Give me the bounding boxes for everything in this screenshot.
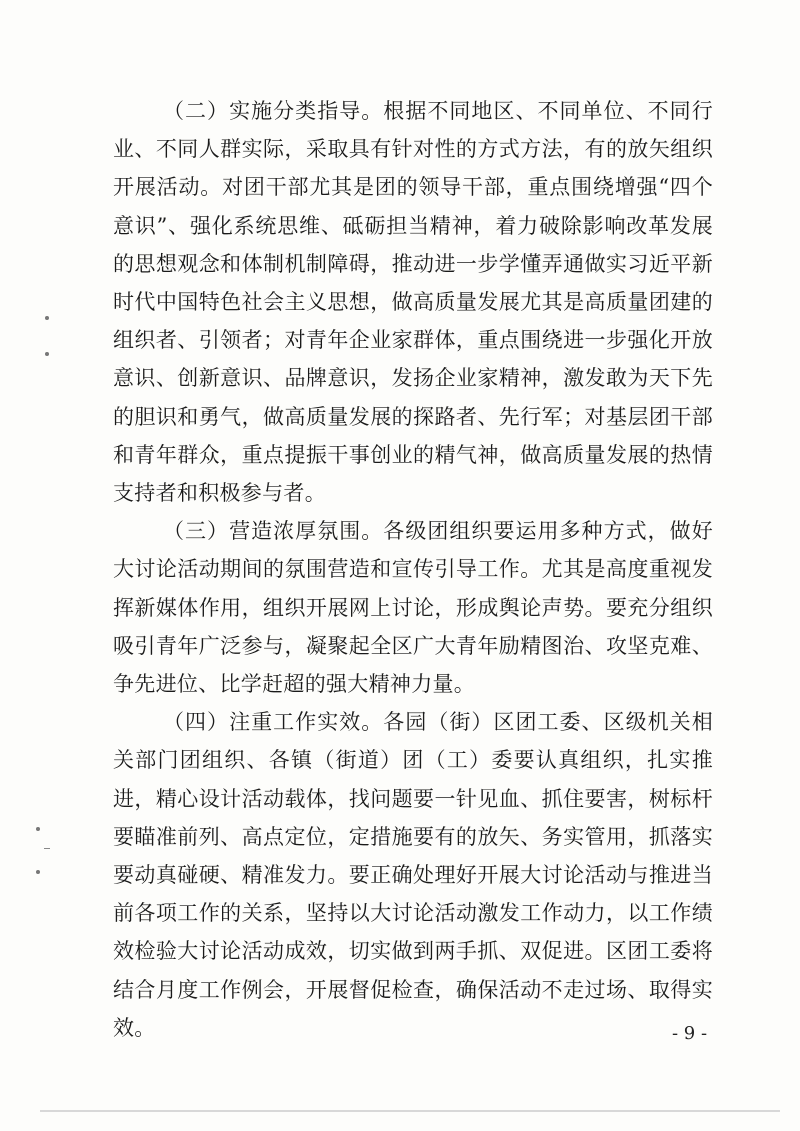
paragraph-atmosphere [113, 512, 713, 703]
paragraph-effectiveness [113, 703, 713, 1047]
section-heading-4: （四）注重工作实效。 [163, 710, 384, 735]
scan-edge-line [40, 1110, 780, 1112]
paragraph-body-4: 各园（街）区团工委、区级机关相关部门团组织、各镇（街道）团（工）委要认真组织，扎实推进，精心设计活动载体，找问题要一针见血、抓住要害，树标杆要瞄准前列、高点定位，定措施要有的放矢、务实管用，抓落实要动真碰硬、精准发力。要正确处理好开展大讨论活动与推进当前各项工作的关系，坚持以大讨论活动激发工作动力，以工作绩效检验大讨论活动成效，切实做到两手抓、双促进。区团工委将结合月度工作例会，开展督促检查，确保活动不走过场、取得实效。 [113, 710, 714, 1040]
paragraph-guidance [113, 92, 713, 512]
section-heading-2: （二）实施分类指导。 [163, 99, 384, 123]
document-body [113, 92, 713, 1047]
binding-hole-mark [36, 870, 40, 874]
section-heading-3: （三）营造浓厚氛围。 [163, 519, 384, 544]
binding-hole-mark [44, 848, 50, 849]
binding-hole-mark [45, 352, 49, 356]
page-number: - 9 - [672, 1023, 708, 1044]
binding-hole-mark [45, 316, 49, 320]
binding-hole-mark [36, 827, 40, 831]
paragraph-body-3: 各级团组织要运用多种方式，做好大讨论活动期间的氛围营造和宣传引导工作。尤其是高度重视发挥新媒体作用，组织开展网上讨论，形成舆论声势。要充分组织吸引青年广泛参与，凝聚起全区广大青年励精图治、攻坚克难、争先进位、比学赶超的强大精神力量。 [113, 519, 714, 697]
paragraph-body-2: 根据不同地区、不同单位、不同行业、不同人群实际，采取具有针对性的方式方法，有的放矢组织开展活动。对团干部尤其是团的领导干部，重点围绕增强“四个意识”、强化系统思维、砥砺担当精神，着力破除影响改革发展的思想观念和体制机制障碍，推动进一步学懂弄通做实习近平新时代中国特色社会主义思想，做高质量发展尤其是高质量团建的组织者、引领者；对青年企业家群体，重点围绕进一步强化开放意识、创新意识、品牌意识，发扬企业家精神，激发敢为天下先的胆识和勇气，做高质量发展的探路者、先行军；对基层团干部和青年群众，重点提振干事创业的精气神，做高质量发展的热情支持者和积极参与者。 [113, 99, 714, 506]
